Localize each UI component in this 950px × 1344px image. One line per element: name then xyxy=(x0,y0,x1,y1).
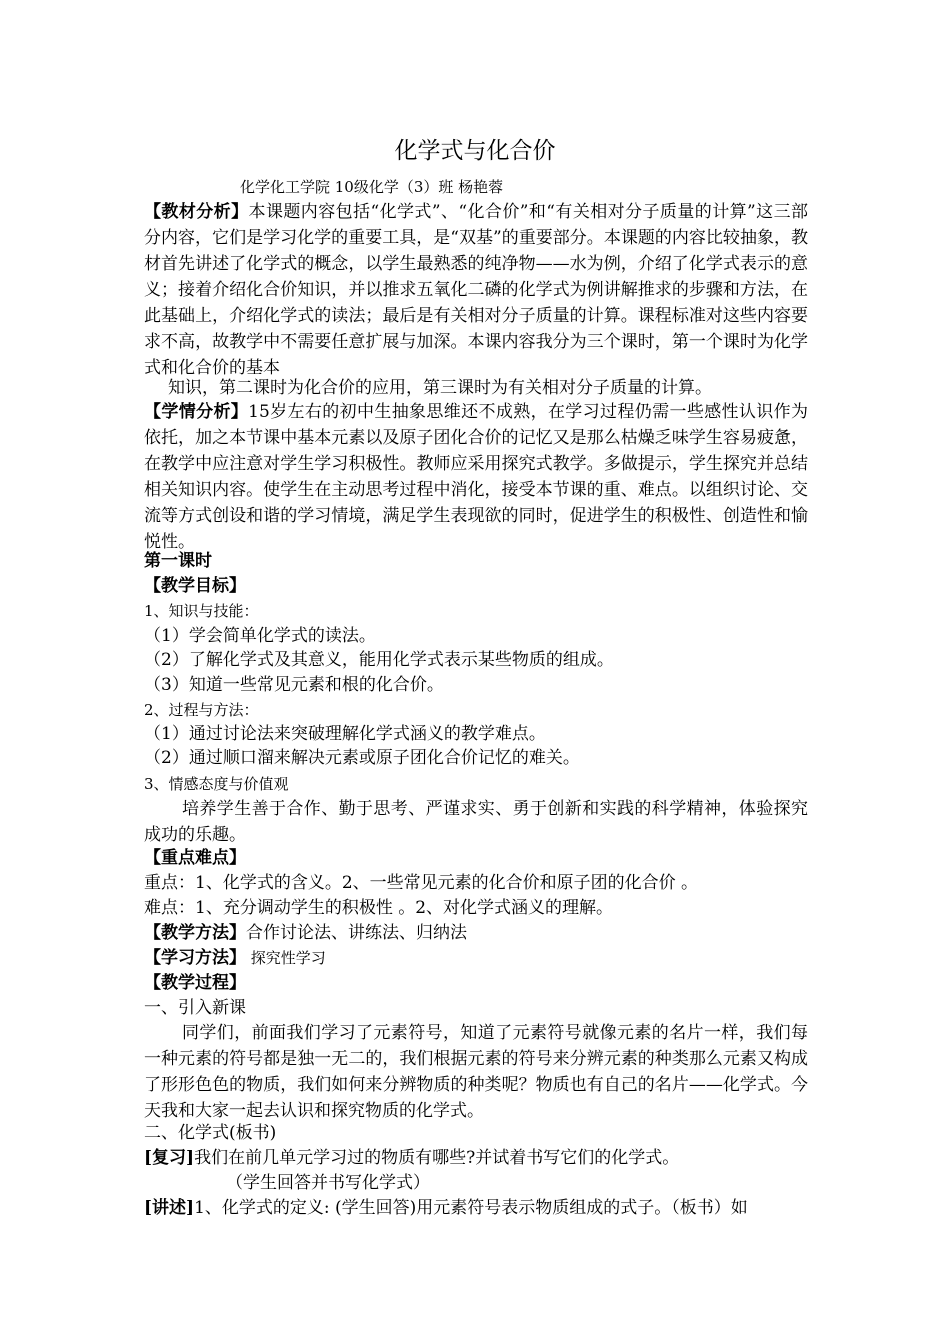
lesson-heading: 第一课时 xyxy=(144,551,212,571)
lecture-label: [讲述] xyxy=(144,1198,195,1218)
objective-item: （2）了解化学式及其意义，能用化学式表示某些物质的组成。 xyxy=(144,650,614,670)
knowledge-skills-title: 1、知识与技能： xyxy=(144,602,259,620)
learning-method-label: 【学习方法】 xyxy=(144,948,246,968)
learning-method-line xyxy=(144,946,326,970)
student-analysis-label: 【学情分析】 xyxy=(144,402,249,422)
difficult-point-text: 难点：1、充分调动学生的积极性 。2、对化学式涵义的理解。 xyxy=(144,898,614,918)
material-analysis-continuation: 知识，第二课时为化合价的应用，第三课时为有关相对分子质量的计算。 xyxy=(168,378,712,398)
review-text: 我们在前几单元学习过的物质有哪些?并试着书写它们的化学式。 xyxy=(194,1148,680,1168)
learning-method-text: 探究性学习 xyxy=(246,949,326,967)
material-analysis-paragraph xyxy=(144,199,808,381)
review-note: （学生回答并书写化学式） xyxy=(226,1173,430,1193)
attitude-values-title: 3、情感态度与价值观 xyxy=(144,775,289,793)
teaching-method-label: 【教学方法】 xyxy=(144,923,246,943)
objective-item: （3）知道一些常见元素和根的化合价。 xyxy=(144,675,444,695)
lecture-line xyxy=(144,1196,748,1220)
student-analysis-paragraph xyxy=(144,399,808,555)
intro-paragraph: 同学们，前面我们学习了元素符号，知道了元素符号就像元素的名片一样，我们每一种元素的符号都是独一无二的，我们根据元素的符号来分辨元素的种类那么元素又构成了形形色色的物质，我们如何来分辨物质的种类呢？物质也有自己的名片——化学式。今天我和大家一起去认识和探究物质的化学式。 xyxy=(144,1023,808,1121)
section-heading: 一、引入新课 xyxy=(144,998,246,1018)
key-point-text: 重点：1、化学式的含义。2、一些常见元素的化合价和原子团的化合价 。 xyxy=(144,873,699,893)
author-line: 化学化工学院 10级化学（3）班 杨艳蓉 xyxy=(240,178,504,196)
material-analysis-label: 【教材分析】 xyxy=(144,202,249,222)
attitude-values-text: 培养学生善于合作、勤于思考、严谨求实、勇于创新和实践的科学精神，体验探究成功的乐趣。 xyxy=(144,799,808,845)
objectives-heading: 【教学目标】 xyxy=(144,576,246,596)
key-points-heading: 【重点难点】 xyxy=(144,848,246,868)
objective-item: （1）通过讨论法来突破理解化学式涵义的教学难点。 xyxy=(144,724,546,744)
lecture-text: 1、化学式的定义: (学生回答)用元素符号表示物质组成的式子。（板书）如 xyxy=(194,1198,748,1218)
section-heading: 二、化学式(板书) xyxy=(144,1123,277,1143)
review-line xyxy=(144,1146,679,1170)
student-analysis-text: 15岁左右的初中生抽象思维还不成熟，在学习过程仍需一些感性认识作为依托，加之本节课中基本元素以及原子团化合价的记忆又是那么枯燥乏味学生容易疲惫，在教学中应注意对学生学习积极性。教师应采用探究式教学。多做提示，学生探究并总结相关知识内容。使学生在主动思考过程中消化，接受本节课的重、难点。以组织讨论、交流等方式创设和谐的学习情境，满足学生表现欲的同时，促进学生的积极性、创造性和愉悦性。 xyxy=(144,402,808,552)
objective-item: （1）学会简单化学式的读法。 xyxy=(144,626,376,646)
document-title: 化学式与化合价 xyxy=(394,138,556,164)
teaching-method-text: 合作讨论法、讲练法、归纳法 xyxy=(246,923,467,943)
process-heading: 【教学过程】 xyxy=(144,973,246,993)
review-label: [复习] xyxy=(144,1148,195,1168)
material-analysis-text: 本课题内容包括“化学式”、“化合价”和“有关相对分子质量的计算”这三部分内容，它们是学习化学的重要工具，是“双基”的重要部分。本课题的内容比较抽象，教材首先讲述了化学式的概念，以学生最熟悉的纯净物——水为例，介绍了化学式表示的意义；接着介绍化合价知识，并以推求五氧化二磷的化学式为例讲解推求的步骤和方法，在此基础上，介绍化学式的读法；最后是有关相对分子质量的计算。课程标准对这些内容要求不高，故教学中不需要任意扩展与加深。本课内容我分为三个课时，第一个课时为化学式和化合价的基本 xyxy=(144,202,808,378)
objective-item: （2）通过顺口溜来解决元素或原子团化合价记忆的难关。 xyxy=(144,748,580,768)
teaching-method-line xyxy=(144,921,467,945)
process-methods-title: 2、过程与方法： xyxy=(144,701,259,719)
